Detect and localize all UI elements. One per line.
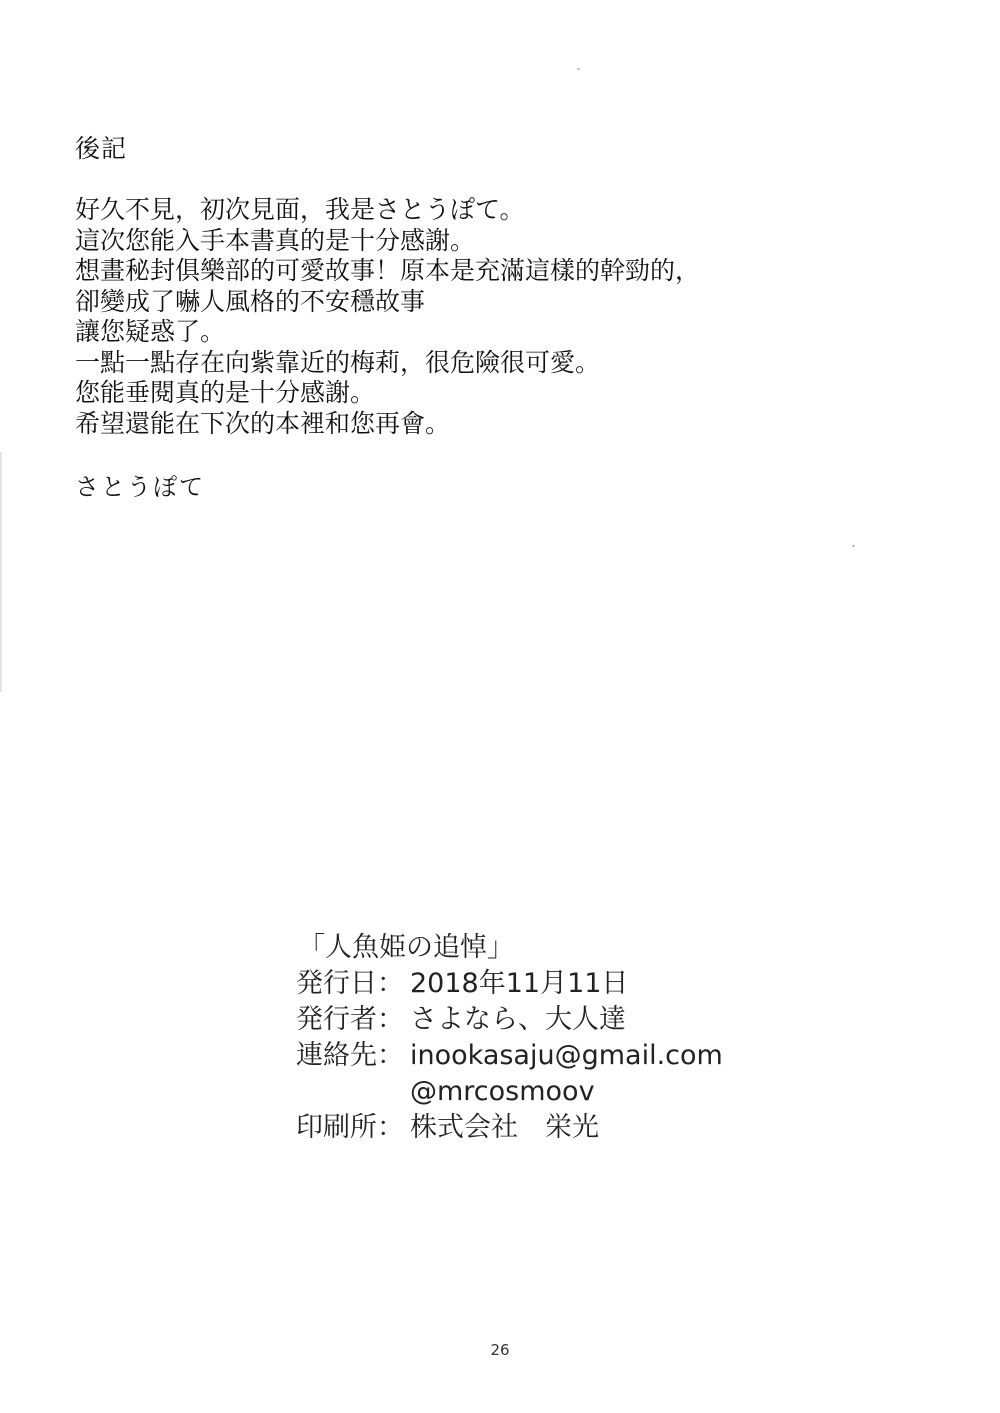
publisher-value: さよなら、大人達 <box>410 1004 626 1035</box>
afterword-body <box>75 195 935 439</box>
publisher-label: 発行者： <box>296 1004 404 1035</box>
printer-value: 株式会社 栄光 <box>410 1112 599 1143</box>
printer-label: 印刷所： <box>296 1112 404 1143</box>
afterword-line: 希望還能在下次的本裡和您再會。 <box>75 408 451 438</box>
contact-twitter: @mrcosmoov <box>410 1076 595 1107</box>
afterword-line: 想畫秘封俱樂部的可愛故事！原本是充滿這樣的幹勁的， <box>75 256 701 285</box>
afterword-line: 一點一點存在向紫靠近的梅莉，很危險很可愛。 <box>75 347 601 377</box>
afterword-line: 您能垂閱真的是十分感謝。 <box>75 378 376 407</box>
scan-edge-shadow <box>0 452 2 692</box>
afterword-line: 好久不見，初次見面，我是さとうぽて。 <box>75 195 525 224</box>
afterword-heading: 後記 <box>75 134 128 163</box>
colophon-issue-date-row <box>296 966 796 1002</box>
colophon-title: 「人魚姫の追悼」 <box>298 932 514 963</box>
colophon-printer-row <box>296 1110 796 1146</box>
contact-email: inookasaju@gmail.com <box>410 1040 723 1071</box>
afterword-line: 這次您能入手本書真的是十分感謝。 <box>75 225 476 255</box>
colophon <box>296 930 796 1146</box>
colophon-contact-row <box>296 1038 796 1074</box>
afterword-line: 讓您疑惑了。 <box>75 317 226 346</box>
author-signature: さとうぽて <box>75 473 205 501</box>
page-number: 26 <box>490 1341 510 1359</box>
contact-label: 連絡先： <box>296 1040 404 1071</box>
afterword-line: 卻變成了嚇人風格的不安穩故事 <box>75 286 426 316</box>
scan-dust-mark <box>852 545 855 547</box>
issue-date-label: 発行日： <box>296 968 404 999</box>
scan-dust-mark <box>577 68 580 70</box>
issue-date-value: 2018年11月11日 <box>410 968 629 999</box>
colophon-publisher-row <box>296 1002 796 1038</box>
